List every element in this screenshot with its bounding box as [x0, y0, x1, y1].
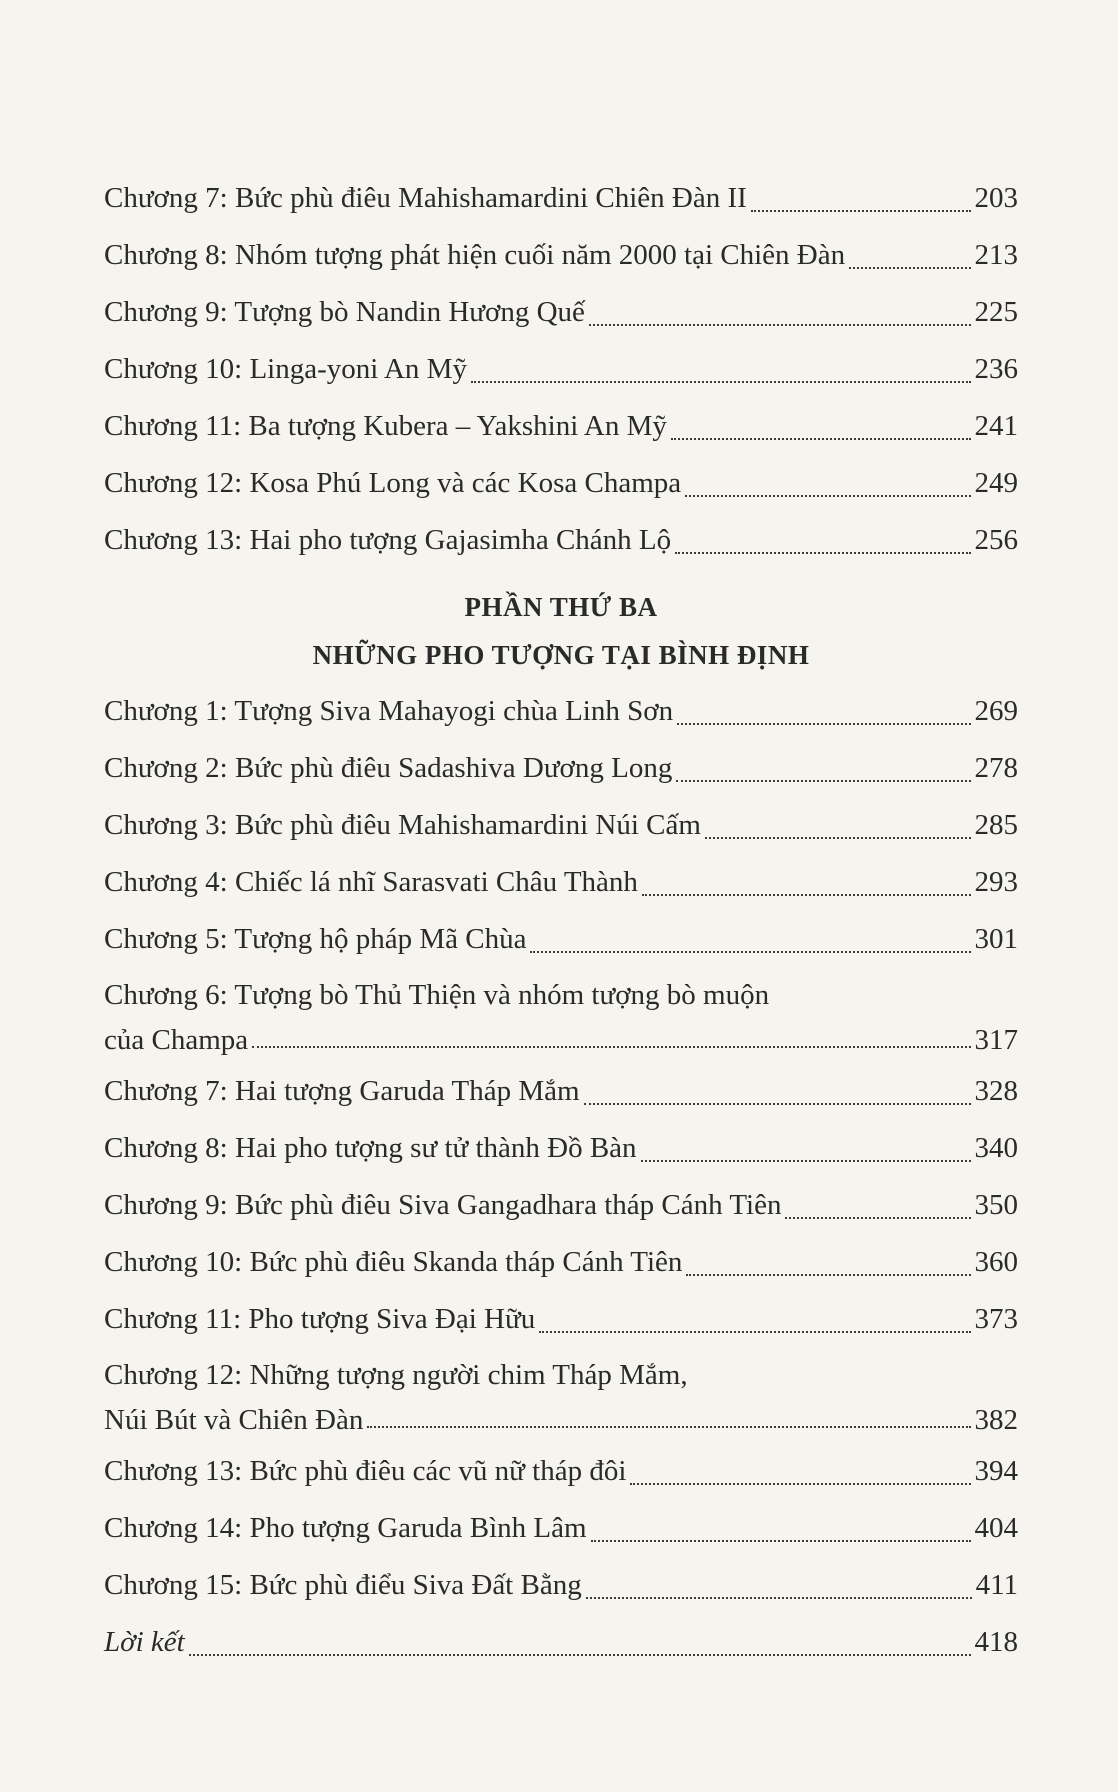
dot-leader	[671, 438, 971, 440]
dot-leader	[642, 894, 971, 896]
toc-entry-page: 293	[974, 866, 1018, 898]
toc-entry	[104, 1291, 1018, 1348]
toc-entry-page: 411	[975, 1569, 1018, 1601]
toc-entry	[104, 1443, 1018, 1500]
toc-entry	[104, 398, 1018, 455]
toc-entry-page: 404	[974, 1512, 1018, 1544]
toc-entry-title: Chương 15: Bức phù điểu Siva Đất Bằng	[104, 1569, 582, 1601]
dot-leader	[591, 1540, 971, 1542]
dot-leader	[641, 1160, 971, 1162]
dot-leader	[471, 381, 971, 383]
part-subheading: NHỮNG PHO TƯỢNG TẠI BÌNH ĐỊNH	[312, 640, 810, 670]
toc-entry	[104, 797, 1018, 854]
toc-entry-page: 249	[974, 467, 1018, 499]
toc-entry-title-line2: Núi Bút và Chiên Đàn	[104, 1404, 364, 1436]
dot-leader	[367, 1426, 970, 1428]
toc-entry-title: Chương 4: Chiếc lá nhĩ Sarasvati Châu Thành	[104, 866, 638, 898]
toc-entry-title: Chương 14: Pho tượng Garuda Bình Lâm	[104, 1512, 587, 1544]
toc-entry-page: 382	[974, 1404, 1018, 1436]
toc-entry-page: 203	[974, 182, 1018, 214]
toc-entry-title: Chương 8: Hai pho tượng sư tử thành Đồ Bàn	[104, 1132, 637, 1164]
toc-entry-title: Chương 8: Nhóm tượng phát hiện cuối năm 2000 tại Chiên Đàn	[104, 239, 846, 271]
dot-leader	[530, 951, 970, 953]
toc-entry-title: Chương 2: Bức phù điêu Sadashiva Dương Long	[104, 752, 673, 784]
toc-entry	[104, 1557, 1018, 1614]
toc-entry-title-line1: Chương 12: Những tượng người chim Tháp Mắm,	[104, 1359, 688, 1391]
toc-entry	[104, 512, 1018, 569]
toc-entry	[104, 911, 1018, 968]
toc-entry-page: 301	[974, 923, 1018, 955]
section-heading-block	[104, 569, 1018, 683]
toc-entry-title: Chương 7: Bức phù điêu Mahishamardini Chiên Đàn II	[104, 182, 747, 214]
toc-entry-page: 285	[974, 809, 1018, 841]
toc-entry-title: Chương 9: Bức phù điêu Siva Gangadhara tháp Cánh Tiên	[104, 1189, 782, 1221]
toc-entry	[104, 341, 1018, 398]
toc-entry-page: 373	[974, 1303, 1018, 1335]
dot-leader	[676, 780, 970, 782]
toc-entry-page: 350	[974, 1189, 1018, 1221]
dot-leader	[630, 1483, 970, 1485]
dot-leader	[686, 1274, 970, 1276]
toc-entry-title-line2: của Champa	[104, 1024, 249, 1056]
toc-entry-page: 236	[974, 353, 1018, 385]
dot-leader	[252, 1046, 970, 1048]
toc-entry-page: 241	[974, 410, 1018, 442]
toc-entry-title: Chương 1: Tượng Siva Mahayogi chùa Linh Sơn	[104, 695, 674, 727]
toc-entry	[104, 1500, 1018, 1557]
toc-entry	[104, 284, 1018, 341]
toc-entry	[104, 854, 1018, 911]
toc-entry-page: 360	[974, 1246, 1018, 1278]
toc-entry-title: Chương 11: Ba tượng Kubera – Yakshini An Mỹ	[104, 410, 667, 442]
toc-entry	[104, 1348, 1018, 1443]
toc-entry-title: Chương 13: Bức phù điêu các vũ nữ tháp đôi	[104, 1455, 627, 1487]
part-heading: PHẦN THỨ BA	[464, 592, 658, 622]
toc-entry	[104, 1063, 1018, 1120]
toc-entry-page: 225	[974, 296, 1018, 328]
toc-entry-page: 278	[974, 752, 1018, 784]
table-of-contents	[104, 170, 1018, 1671]
toc-entry	[104, 1120, 1018, 1177]
dot-leader	[539, 1331, 970, 1333]
toc-entry-title: Chương 12: Kosa Phú Long và các Kosa Champa	[104, 467, 682, 499]
dot-leader	[189, 1654, 971, 1656]
toc-entry-epilogue	[104, 1614, 1018, 1671]
toc-entry-title: Lời kết	[104, 1626, 185, 1658]
toc-entry-page: 394	[974, 1455, 1018, 1487]
toc-entry	[104, 1177, 1018, 1234]
toc-entry	[104, 683, 1018, 740]
toc-entry	[104, 740, 1018, 797]
toc-entry-title: Chương 10: Linga-yoni An Mỹ	[104, 353, 467, 385]
dot-leader	[705, 837, 971, 839]
toc-entry-page: 256	[974, 524, 1018, 556]
dot-leader	[685, 495, 970, 497]
toc-entry-title: Chương 13: Hai pho tượng Gajasimha Chánh Lộ	[104, 524, 672, 556]
toc-entry	[104, 170, 1018, 227]
toc-entry	[104, 1234, 1018, 1291]
dot-leader	[751, 210, 971, 212]
dot-leader	[586, 1597, 972, 1599]
toc-entry-page: 269	[974, 695, 1018, 727]
toc-entry-page: 418	[974, 1626, 1018, 1658]
dot-leader	[584, 1103, 971, 1105]
toc-entry-title-line1: Chương 6: Tượng bò Thủ Thiện và nhóm tượng bò muộn	[104, 979, 770, 1011]
dot-leader	[849, 267, 970, 269]
dot-leader	[589, 324, 971, 326]
toc-entry	[104, 227, 1018, 284]
dot-leader	[785, 1217, 970, 1219]
toc-entry-page: 213	[974, 239, 1018, 271]
toc-entry-title: Chương 5: Tượng hộ pháp Mã Chùa	[104, 923, 527, 955]
toc-entry	[104, 455, 1018, 512]
toc-entry-title: Chương 7: Hai tượng Garuda Tháp Mắm	[104, 1075, 580, 1107]
dot-leader	[675, 552, 970, 554]
toc-entry	[104, 968, 1018, 1063]
toc-entry-page: 317	[974, 1024, 1018, 1056]
toc-entry-page: 328	[974, 1075, 1018, 1107]
toc-entry-title: Chương 3: Bức phù điêu Mahishamardini Núi Cấm	[104, 809, 701, 841]
dot-leader	[677, 723, 970, 725]
toc-entry-title: Chương 11: Pho tượng Siva Đại Hữu	[104, 1303, 536, 1335]
toc-entry-title: Chương 10: Bức phù điêu Skanda tháp Cánh Tiên	[104, 1246, 683, 1278]
toc-entry-title: Chương 9: Tượng bò Nandin Hương Quế	[104, 296, 585, 328]
toc-entry-page: 340	[974, 1132, 1018, 1164]
